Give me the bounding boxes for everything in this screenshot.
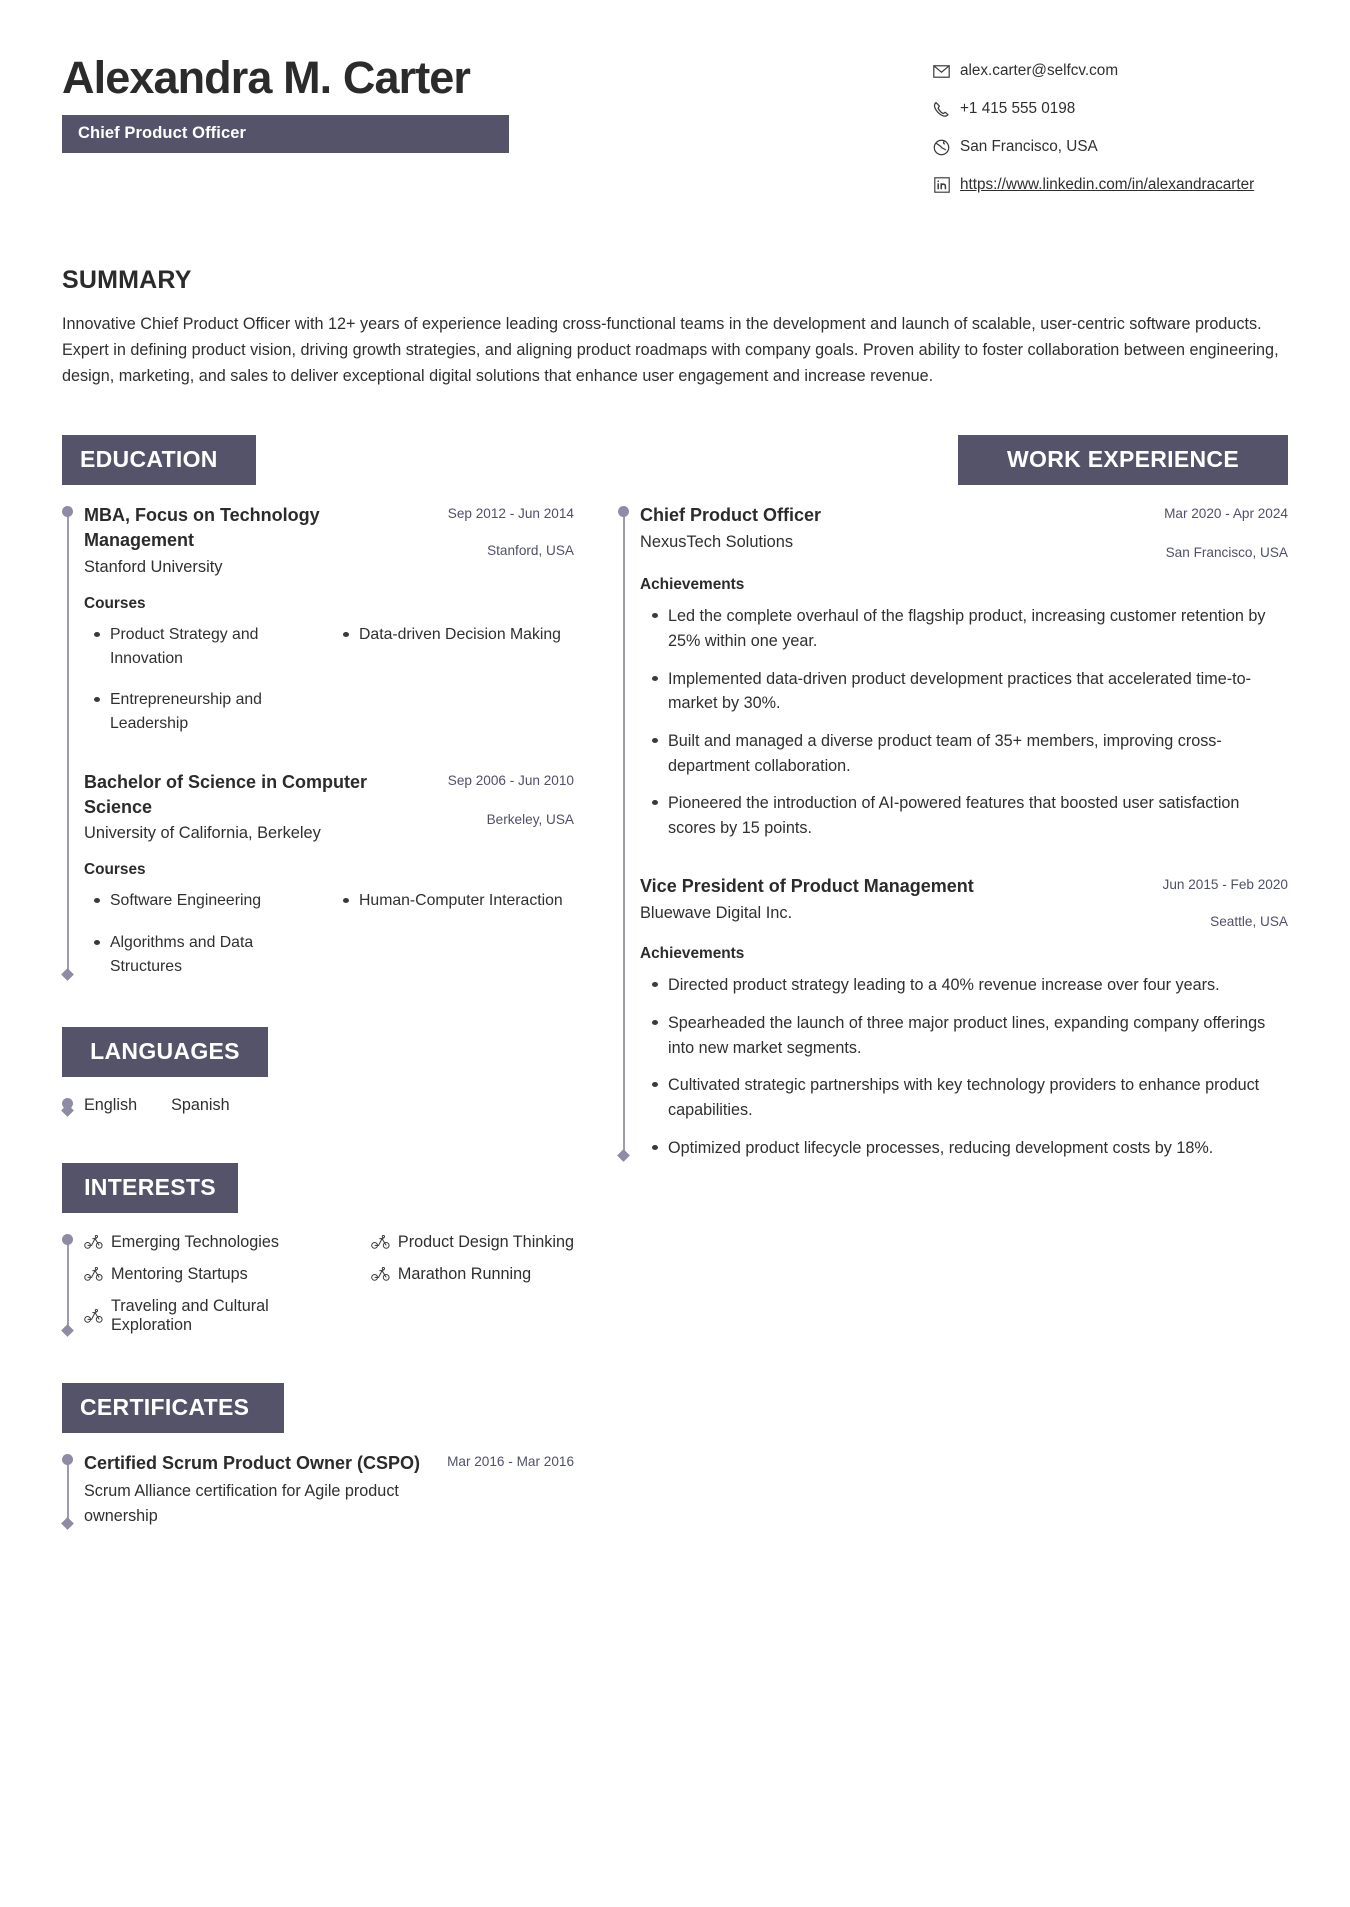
envelope-icon xyxy=(932,62,951,81)
bullet-icon xyxy=(94,940,100,945)
courses-label: Courses xyxy=(84,595,146,613)
achievement-label: Pioneered the introduction of AI-powered features that boosted user satisfaction scores by 15 points. xyxy=(668,794,1240,837)
work-date: Jun 2015 - Feb 2020 xyxy=(1162,877,1288,893)
bullet-icon xyxy=(652,1020,658,1025)
course-label: Product Strategy and Innovation xyxy=(110,626,259,667)
course-item xyxy=(94,623,325,670)
course-label: Data-driven Decision Making xyxy=(359,626,561,644)
interest-label: Marathon Running xyxy=(397,1264,532,1283)
work-company: Bluewave Digital Inc. xyxy=(640,904,793,923)
courses-label: Courses xyxy=(84,861,146,879)
education-section xyxy=(62,435,574,978)
timeline-diamond-icon xyxy=(61,1517,74,1530)
contact-value-location: San Francisco, USA xyxy=(960,137,1098,155)
timeline-diamond-icon xyxy=(61,968,74,981)
section-header-certificates: CERTIFICATES xyxy=(62,1383,284,1433)
achievement-label: Optimized product lifecycle processes, reducing development costs by 18%. xyxy=(668,1138,1214,1157)
course-label: Human-Computer Interaction xyxy=(359,892,563,910)
work-entry xyxy=(640,503,1288,840)
languages-section xyxy=(62,1027,574,1115)
bullet-icon xyxy=(652,982,658,987)
course-label: Entrepreneurship and Leadership xyxy=(110,691,262,733)
resume-header xyxy=(62,48,1288,212)
certificate-description: Scrum Alliance certification for Agile product ownership xyxy=(84,1482,399,1525)
course-item xyxy=(343,623,574,670)
summary-text: Innovative Chief Product Officer with 12+ years of experience leading cross-functional teams in the development and launch of scalable, user-centric software products. Expert in defining product vision, driving growth strategies, and aligning product roadmaps with company goals. Proven ability to foster collaboration between engineering, design, marketing, and sales to deliver exceptional digital solutions that enhance user engagement and increase revenue. xyxy=(62,314,1279,386)
timeline-diamond-icon xyxy=(617,1149,630,1162)
achievement-item xyxy=(652,973,1288,998)
bicycle-icon xyxy=(84,1267,103,1281)
timeline-dot-icon xyxy=(62,1234,73,1245)
section-header-work-experience: WORK EXPERIENCE xyxy=(958,435,1288,485)
achievement-item xyxy=(652,604,1288,653)
course-item xyxy=(94,688,325,735)
education-school: Stanford University xyxy=(84,558,223,577)
education-degree: MBA, Focus on Technology Management xyxy=(84,505,320,551)
bullet-icon xyxy=(652,1145,658,1150)
work-location: San Francisco, USA xyxy=(1165,545,1288,561)
bicycle-icon xyxy=(371,1267,390,1281)
interest-label: Emerging Technologies xyxy=(111,1232,279,1251)
contact-item-email xyxy=(932,60,1288,83)
summary-section xyxy=(62,266,1288,390)
achievement-item xyxy=(652,1136,1288,1161)
interest-item xyxy=(84,1265,343,1284)
bicycle-icon xyxy=(84,1235,103,1249)
courses-list xyxy=(84,889,574,978)
certificates-timeline xyxy=(62,1451,574,1528)
certificate-name: Certified Scrum Product Owner (CSPO) xyxy=(84,1452,421,1473)
job-title-badge: Chief Product Officer xyxy=(62,115,509,153)
interest-item xyxy=(84,1297,343,1335)
work-location: Seattle, USA xyxy=(1210,914,1288,930)
timeline-diamond-icon xyxy=(61,1324,74,1337)
certificate-entry xyxy=(84,1451,574,1528)
work-job-title: Chief Product Officer xyxy=(640,505,822,526)
phone-icon xyxy=(932,100,951,119)
bullet-icon xyxy=(652,1082,658,1087)
right-column xyxy=(618,435,1288,1160)
achievement-item xyxy=(652,1073,1288,1122)
education-degree: Bachelor of Science in Computer Science xyxy=(84,771,368,817)
interests-section xyxy=(62,1163,574,1335)
contact-value-email: alex.carter@selfcv.com xyxy=(960,62,1119,79)
certificate-date: Mar 2016 - Mar 2016 xyxy=(447,1453,574,1469)
section-header-interests: INTERESTS xyxy=(62,1163,238,1213)
bicycle-icon xyxy=(371,1235,390,1249)
bullet-icon xyxy=(343,632,349,637)
education-entry xyxy=(84,503,574,735)
timeline-dot-icon xyxy=(62,506,73,517)
interest-item xyxy=(371,1233,574,1252)
achievement-item xyxy=(652,729,1288,778)
bullet-icon xyxy=(343,898,349,903)
achievements-list xyxy=(640,973,1288,1160)
bullet-icon xyxy=(652,800,658,805)
course-item xyxy=(343,889,574,913)
education-school: University of California, Berkeley xyxy=(84,824,321,843)
certificates-section xyxy=(62,1383,574,1528)
education-location: Berkeley, USA xyxy=(486,811,574,827)
body-columns xyxy=(62,435,1288,1527)
interest-label: Traveling and Cultural Exploration xyxy=(111,1296,269,1334)
work-company: NexusTech Solutions xyxy=(640,533,794,552)
languages-list xyxy=(84,1095,574,1115)
education-location: Stanford, USA xyxy=(487,543,574,559)
achievement-label: Built and managed a diverse product team of 35+ members, improving cross-department collaboration. xyxy=(668,731,1222,775)
achievement-label: Directed product strategy leading to a 40% revenue increase over four years. xyxy=(668,976,1220,995)
contact-value-phone: +1 415 555 0198 xyxy=(960,99,1076,117)
globe-icon xyxy=(932,138,951,157)
work-entry xyxy=(640,874,1288,1160)
education-timeline xyxy=(62,503,574,978)
achievements-label: Achievements xyxy=(640,576,745,594)
summary-heading: SUMMARY xyxy=(62,265,192,294)
language-item: Spanish xyxy=(171,1095,230,1114)
course-item xyxy=(94,889,325,913)
education-date: Sep 2012 - Jun 2014 xyxy=(447,506,574,522)
achievement-label: Cultivated strategic partnerships with key technology providers to enhance product capabilities. xyxy=(668,1076,1260,1119)
achievements-label: Achievements xyxy=(640,945,745,963)
section-header-languages: LANGUAGES xyxy=(62,1027,268,1077)
section-header-education: EDUCATION xyxy=(62,435,256,485)
interest-label: Mentoring Startups xyxy=(111,1264,248,1283)
bullet-icon xyxy=(94,632,100,637)
interest-item xyxy=(371,1265,574,1284)
contact-item-phone xyxy=(932,98,1288,121)
contact-value-linkedin[interactable]: https://www.linkedin.com/in/alexandracarter xyxy=(960,175,1255,193)
timeline-dot-icon xyxy=(62,1454,73,1465)
bullet-icon xyxy=(652,676,658,681)
language-item: English xyxy=(84,1095,138,1114)
languages-timeline xyxy=(62,1095,574,1115)
course-label: Software Engineering xyxy=(110,892,262,910)
bullet-icon xyxy=(94,898,100,903)
work-job-title: Vice President of Product Management xyxy=(640,876,974,897)
interests-timeline xyxy=(62,1231,574,1335)
work-date: Mar 2020 - Apr 2024 xyxy=(1164,506,1288,522)
achievement-item xyxy=(652,791,1288,840)
education-entry xyxy=(84,770,574,979)
achievement-label: Led the complete overhaul of the flagship product, increasing customer retention by 25% within one year. xyxy=(668,607,1266,651)
courses-list xyxy=(84,623,574,736)
page-title: Alexandra M. Carter xyxy=(62,52,471,103)
interest-label: Product Design Thinking xyxy=(397,1232,574,1251)
interests-list xyxy=(84,1231,574,1335)
achievement-item xyxy=(652,667,1288,716)
header-identity xyxy=(62,48,509,153)
bullet-icon xyxy=(94,697,100,702)
bullet-icon xyxy=(652,738,658,743)
contact-list xyxy=(928,48,1288,212)
achievement-label: Spearheaded the launch of three major product lines, expanding company offerings into new market segments. xyxy=(668,1014,1266,1057)
contact-item-location xyxy=(932,136,1288,159)
bullet-icon xyxy=(652,613,658,618)
left-column xyxy=(62,435,574,1527)
achievement-label: Implemented data-driven product development practices that accelerated time-to-market by 30%. xyxy=(668,669,1252,713)
work-timeline xyxy=(618,503,1288,1160)
linkedin-icon xyxy=(932,176,951,195)
interest-item xyxy=(84,1233,343,1252)
course-label: Algorithms and Data Structures xyxy=(110,934,254,975)
bicycle-icon xyxy=(84,1309,103,1323)
achievements-list xyxy=(640,604,1288,840)
timeline-dot-icon xyxy=(618,506,629,517)
contact-item-linkedin[interactable] xyxy=(932,174,1288,197)
course-item xyxy=(94,931,325,978)
education-date: Sep 2006 - Jun 2010 xyxy=(447,772,574,788)
achievement-item xyxy=(652,1011,1288,1060)
